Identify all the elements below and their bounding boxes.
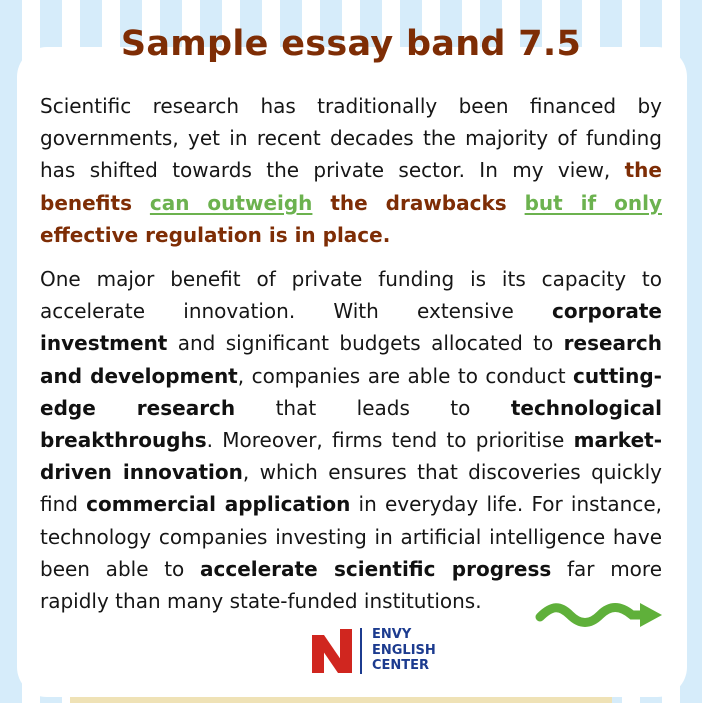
thesis-text: the benefits bbox=[40, 158, 662, 215]
intro-text: Scientific research has traditionally been financed by governments, yet in recent decades the majority of funding has shifted towards the private sector. In my view, bbox=[40, 94, 662, 183]
logo-divider bbox=[360, 628, 362, 674]
logo-line: ENVY bbox=[372, 627, 412, 642]
keyword: accelerate scientific progress bbox=[199, 556, 552, 581]
body-text: and significant budgets allocated to bbox=[167, 331, 564, 356]
keyword: market-driven innovation bbox=[40, 428, 662, 485]
keyword: research and development bbox=[40, 331, 662, 388]
page-title: Sample essay band 7.5 bbox=[120, 24, 582, 64]
squiggle-arrow-icon bbox=[534, 597, 664, 631]
envy-logo-icon bbox=[310, 627, 354, 675]
body-text: in everyday life. For instance, technology companies investing in artificial intelligence have been able to bbox=[40, 492, 662, 581]
body-text: far more rapidly than many state-funded institutions. bbox=[40, 556, 662, 614]
intro-paragraph bbox=[40, 90, 662, 251]
thesis-text: effective regulation is in place. bbox=[40, 222, 391, 247]
thesis-highlight-phrase: can outweigh bbox=[149, 190, 313, 215]
keyword: commercial application bbox=[86, 492, 351, 517]
body-text: One major benefit of private funding is its capacity to accelerate innovation. With extensive bbox=[40, 267, 662, 324]
body-text: , companies are able to conduct bbox=[237, 363, 574, 388]
logo-line: ENGLISH bbox=[372, 642, 436, 658]
keyword: cutting-edge research bbox=[40, 363, 662, 420]
thesis-text: the drawbacks bbox=[312, 190, 525, 215]
keyword: technological breakthroughs bbox=[40, 395, 662, 453]
logo-line: CENTER bbox=[372, 658, 430, 673]
keyword: corporate investment bbox=[40, 299, 662, 356]
body-text: that leads to bbox=[235, 395, 511, 420]
body-paragraph bbox=[40, 263, 662, 617]
logo-wordmark bbox=[372, 627, 436, 674]
body-text: , which ensures that discoveries quickly find bbox=[40, 460, 662, 517]
body-text: . Moreover, firms tend to prioritise bbox=[206, 428, 574, 453]
essay-body bbox=[40, 90, 662, 629]
thesis-highlight-phrase: but if only bbox=[524, 190, 663, 215]
